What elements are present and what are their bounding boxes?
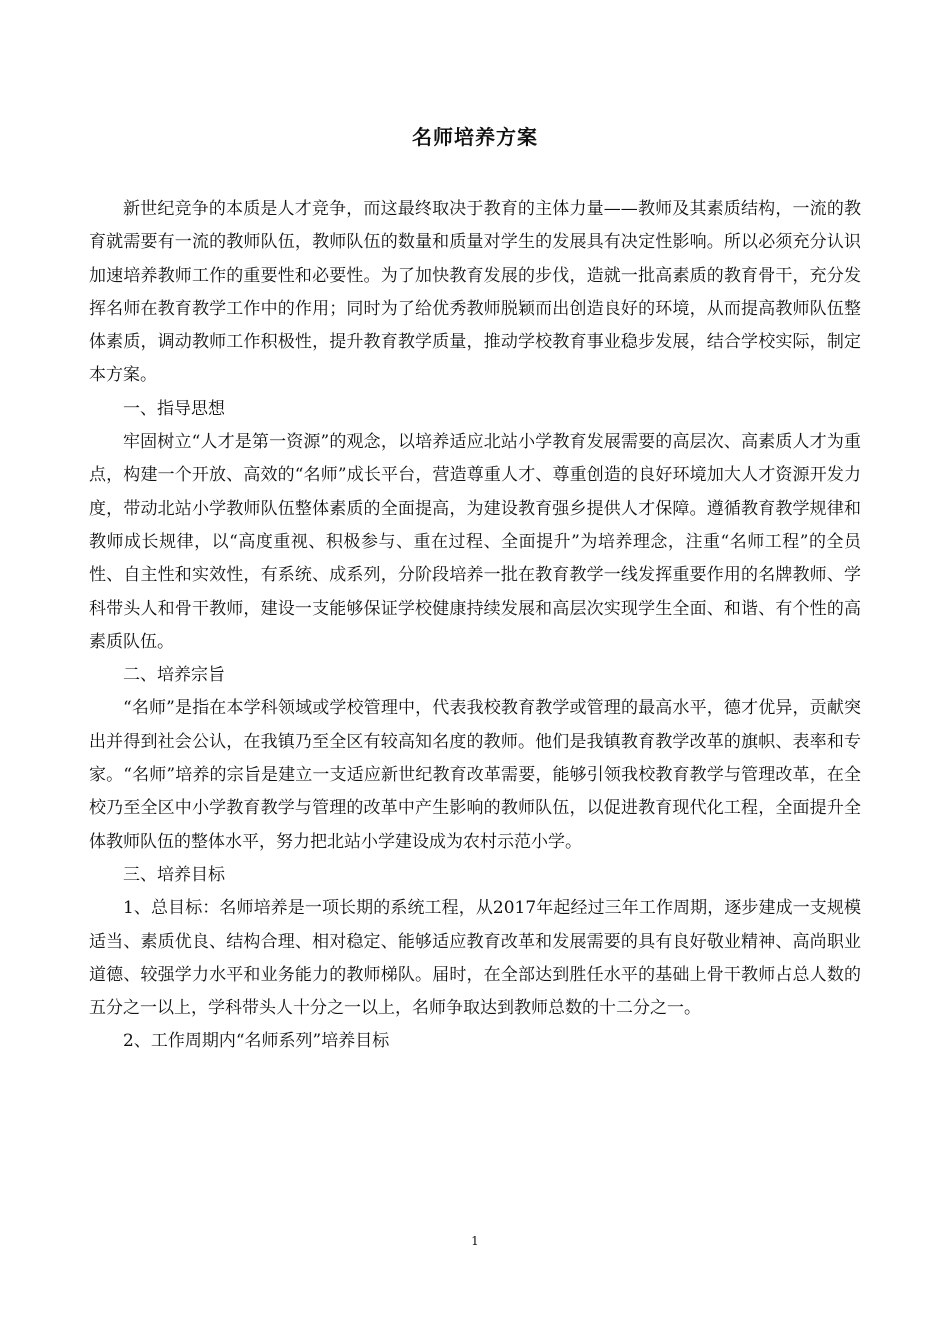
section-heading-training-goals: 三、培养目标 — [123, 864, 225, 885]
training-purpose-paragraph: “名师”是指在本学科领域或学校管理中，代表我校教育教学或管理的最高水平，德才优异，贡献突出并得到社会公认，在我镇乃至全区有较高知名度的教师。他们是我镇教育教学改革的旗帜、表率和专家。“名师”培养的宗旨是建立一支适应新世纪教育改革需要，能够引领我校教育教学与管理改革，在全校乃至全区中小学教育教学与管理的改革中产生影响的教师队伍，以促进教育现代化工程，全面提升全体教师队伍的整体水平，努力把北站小学建设成为农村示范小学。 — [89, 698, 861, 852]
section-heading-guiding-thought: 一、指导思想 — [123, 398, 225, 419]
document-title: 名师培养方案 — [412, 125, 538, 149]
guiding-thought-paragraph: 牢固树立“人才是第一资源”的观念，以培养适应北站小学教育发展需要的高层次、高素质人才为重点，构建一个开放、高效的“名师”成长平台，营造尊重人才、尊重创造的良好环境加大人才资源开发力度，带动北站小学教师队伍整体素质的全面提高，为建设教育强乡提供人才保障。遵循教育教学规律和教师成长规律，以“高度重视、积极参与、重在过程、全面提升”为培养理念，注重“名师工程”的全员性、自主性和实效性，有系统、成系列，分阶段培养一批在教育教学一线发挥重要作用的名牌教师、学科带头人和骨干教师，建设一支能够保证学校健康持续发展和高层次实现学生全面、和谐、有个性的高素质队伍。 — [89, 432, 861, 652]
document-body — [89, 193, 861, 1059]
cycle-goal-heading: 2、工作周期内“名师系列”培养目标 — [123, 1031, 390, 1052]
page-number: 1 — [471, 1234, 479, 1248]
intro-paragraph: 新世纪竞争的本质是人才竞争，而这最终取决于教育的主体力量——教师及其素质结构，一流的教育就需要有一流的教师队伍，教师队伍的数量和质量对学生的发展具有决定性影响。所以必须充分认识加速培养教师工作的重要性和必要性。为了加快教育发展的步伐，造就一批高素质的教育骨干，充分发挥名师在教育教学工作中的作用；同时为了给优秀教师脱颖而出创造良好的环境，从而提高教师队伍整体素质，调动教师工作积极性，提升教育教学质量，推动学校教育事业稳步发展，结合学校实际，制定本方案。 — [89, 199, 861, 386]
overall-goal-paragraph: 1、总目标：名师培养是一项长期的系统工程，从2017年起经过三年工作周期，逐步建成一支规模适当、素质优良、结构合理、相对稳定、能够适应教育改革和发展需要的具有良好敬业精神、高尚职业道德、较强学力水平和业务能力的教师梯队。届时，在全部达到胜任水平的基础上骨干教师占总人数的五分之一以上，学科带头人十分之一以上，名师争取达到教师总数的十二分之一。 — [89, 898, 861, 1019]
section-heading-training-purpose: 二、培养宗旨 — [123, 665, 225, 686]
